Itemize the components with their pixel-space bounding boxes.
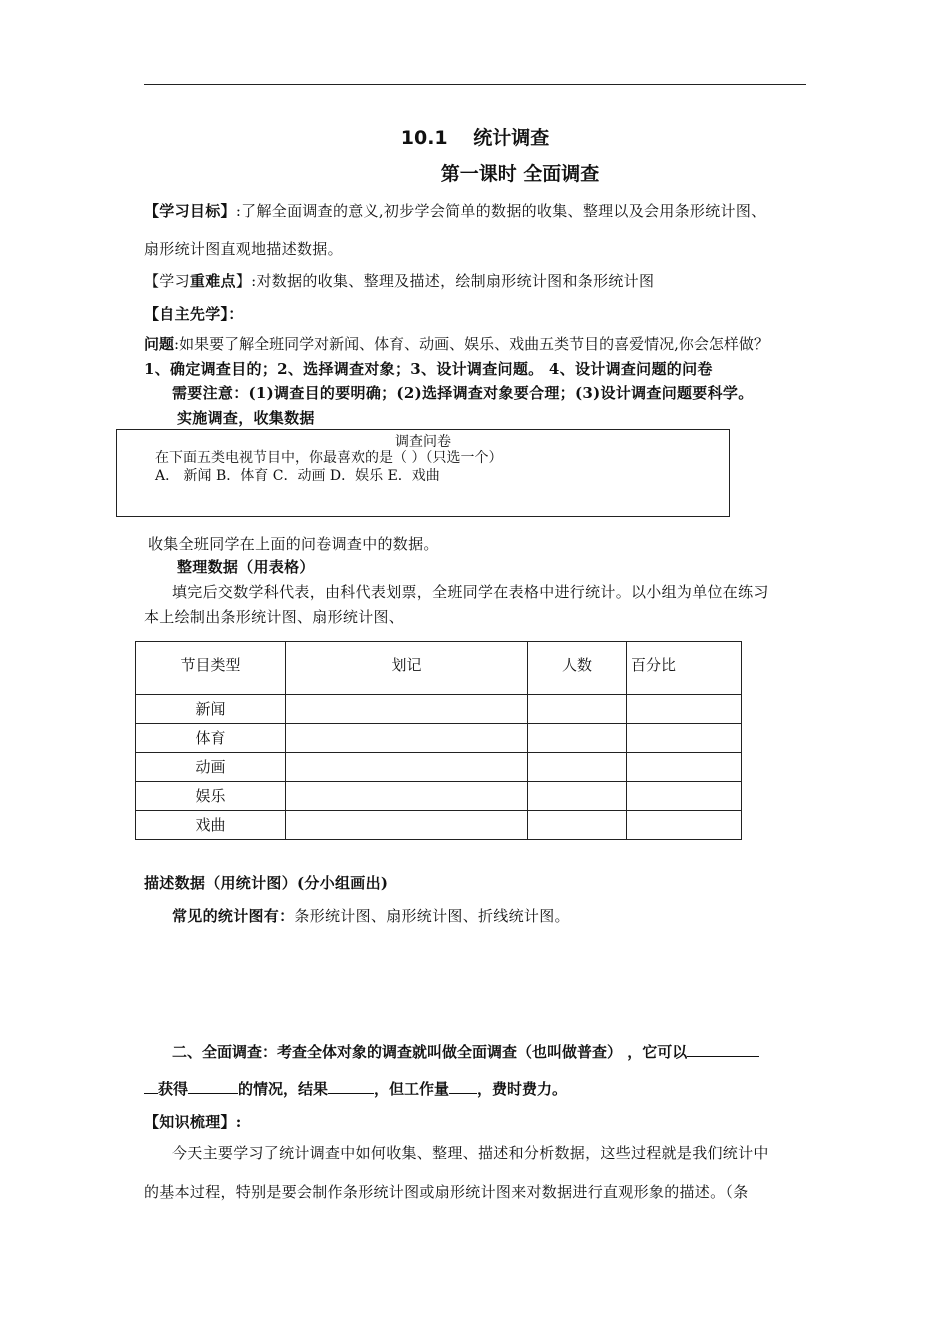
steps-line2: 需要注意：(1)调查目的要明确；(2)选择调查对象要合理；(3)设计调查问题要科学。: [172, 384, 754, 402]
key-points-text: 对数据的收集、整理及描述，绘制扇形统计图和条形统计图: [256, 272, 655, 290]
tally-table: [135, 641, 742, 840]
question-text: :如果要了解全班同学对新闻、体育、动画、娱乐、戏曲五类节目的喜爱情况,你会怎样做？: [174, 335, 769, 353]
tally-cell[interactable]: [286, 724, 528, 753]
tally-cell[interactable]: [286, 782, 528, 811]
describe-common-text: 条形统计图、扇形统计图、折线统计图。: [294, 907, 570, 925]
header-program-type: 节目类型: [136, 642, 286, 695]
key-points-label-post: 】:: [235, 272, 257, 290]
organize-heading: 整理数据（用表格）: [177, 558, 315, 576]
questionnaire-options: A． 新闻 B．体育 C．动画 D．娱乐 E．戏曲: [155, 468, 440, 484]
questionnaire-box: [116, 429, 730, 517]
table-row: [136, 753, 742, 782]
percent-cell[interactable]: [627, 753, 742, 782]
header-rule: [144, 84, 806, 85]
objectives-label: 【学习目标】: [144, 202, 236, 220]
key-points-label-pre: 【学习: [144, 272, 190, 290]
percent-cell[interactable]: [627, 811, 742, 840]
census-text2b: 的情况，结果: [238, 1080, 329, 1098]
count-cell[interactable]: [528, 782, 627, 811]
row-label: 新闻: [136, 695, 286, 724]
summary-line1: 今天主要学习了统计调查中如何收集、整理、描述和分析数据，这些过程就是我们统计中: [172, 1144, 769, 1162]
tally-cell[interactable]: [286, 811, 528, 840]
row-label: 体育: [136, 724, 286, 753]
census-text2d: ，费时费力。: [477, 1080, 568, 1098]
question-label: 问题: [144, 335, 175, 353]
page-title: 10.1 统计调查: [400, 127, 550, 149]
census-line2: [144, 1078, 567, 1099]
row-label: 动画: [136, 753, 286, 782]
table-row: [136, 724, 742, 753]
row-label: 娱乐: [136, 782, 286, 811]
key-points-label-bold: 重难点: [189, 272, 236, 290]
organize-line1: 填完后交数学科代表，由科代表划票，全班同学在表格中进行统计。以小组为单位在练习: [172, 583, 769, 601]
questionnaire-title: 调查问卷: [395, 434, 451, 450]
steps-line1: 1、确定调查目的；2、选择调查对象；3、设计调查问题。 4、设计调查问题的问卷: [144, 360, 713, 378]
census-text2a: 获得: [158, 1080, 189, 1098]
tally-cell[interactable]: [286, 753, 528, 782]
census-blank-3[interactable]: [328, 1079, 374, 1094]
header-tally: 划记: [286, 642, 528, 695]
row-label: 戏曲: [136, 811, 286, 840]
describe-heading: 描述数据（用统计图）(分小组画出): [144, 874, 389, 892]
census-blank-1-cont[interactable]: [144, 1079, 158, 1094]
summary-label: 【知识梳理】:: [144, 1113, 242, 1131]
percent-cell[interactable]: [627, 724, 742, 753]
table-row: [136, 811, 742, 840]
objectives-line1: [144, 200, 766, 221]
count-cell[interactable]: [528, 753, 627, 782]
steps-line3: 实施调查，收集数据: [177, 409, 315, 427]
count-cell[interactable]: [528, 695, 627, 724]
census-line1: [172, 1041, 759, 1062]
key-points: [144, 270, 654, 291]
header-percent: 百分比: [627, 642, 742, 695]
census-text2c: ，但工作量: [374, 1080, 450, 1098]
header-count: 人数: [528, 642, 627, 695]
describe-common-label: 常见的统计图有：: [172, 907, 295, 925]
census-text1: 二、全面调查：考查全体对象的调查就叫做全面调查（也叫做普查） ，它可以: [172, 1043, 688, 1061]
collect-text: 收集全班同学在上面的问卷调查中的数据。: [148, 535, 439, 553]
count-cell[interactable]: [528, 811, 627, 840]
objectives-line2: 扇形统计图直观地描述数据。: [144, 240, 343, 258]
percent-cell[interactable]: [627, 695, 742, 724]
questionnaire-question: 在下面五类电视节目中，你最喜欢的是（ ）（只选一个）: [155, 450, 503, 466]
tally-cell[interactable]: [286, 695, 528, 724]
count-cell[interactable]: [528, 724, 627, 753]
census-blank-2[interactable]: [188, 1079, 238, 1094]
organize-line2: 本上绘制出条形统计图、扇形统计图、: [144, 608, 405, 626]
census-blank-1[interactable]: [687, 1042, 759, 1057]
table-row: [136, 695, 742, 724]
percent-cell[interactable]: [627, 782, 742, 811]
summary-line2: 的基本过程，特别是要会制作条形统计图或扇形统计图来对数据进行直观形象的描述。（条: [144, 1183, 749, 1201]
page-subtitle: 第一课时 全面调查: [440, 163, 600, 185]
table-row: [136, 782, 742, 811]
census-blank-4[interactable]: [449, 1079, 477, 1094]
objectives-text1: :了解全面调查的意义,初步学会简单的数据的收集、整理以及会用条形统计图、: [235, 202, 767, 220]
table-header-row: [136, 642, 742, 695]
question-line: [144, 333, 769, 354]
describe-common: [172, 905, 570, 926]
self-study-label: 【自主先学】：: [144, 305, 244, 323]
